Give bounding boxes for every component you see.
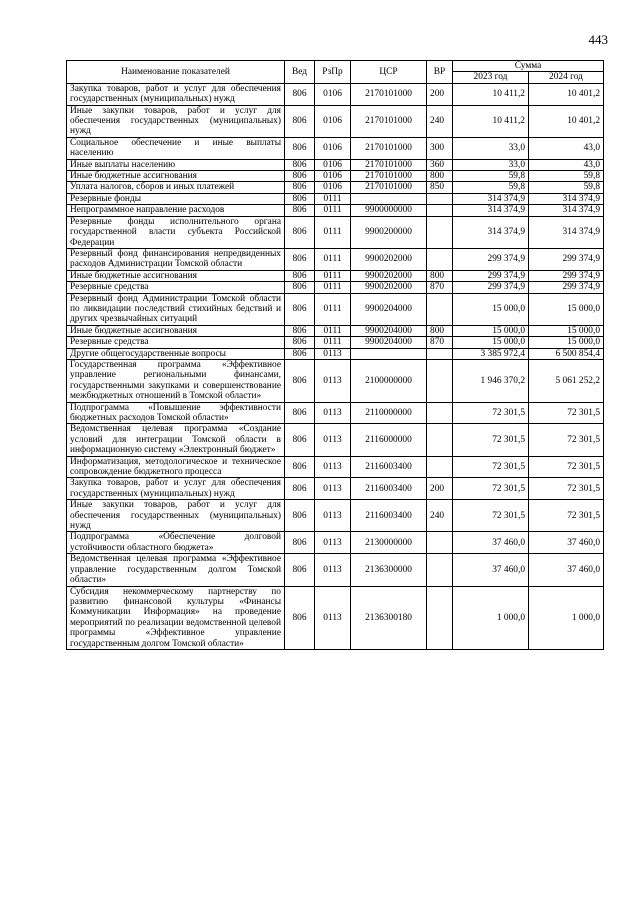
cell-vr: 300 (427, 137, 453, 159)
cell-2024: 10 401,2 (529, 83, 604, 105)
cell-csr: 2100000000 (351, 359, 427, 402)
cell-ved: 806 (285, 193, 315, 204)
cell-csr: 2110000000 (351, 402, 427, 424)
cell-2023: 299 374,9 (453, 248, 529, 270)
cell-2024: 15 000,0 (529, 337, 604, 348)
cell-name: Закупка товаров, работ и услуг для обеспечения государственных (муниципальных) нужд (67, 83, 285, 105)
cell-2023: 15 000,0 (453, 337, 529, 348)
cell-ved: 806 (285, 282, 315, 293)
cell-2023: 299 374,9 (453, 282, 529, 293)
cell-vr: 240 (427, 105, 453, 137)
cell-vr (427, 348, 453, 359)
cell-csr: 2130000000 (351, 532, 427, 554)
table-row (67, 171, 604, 182)
cell-ved: 806 (285, 424, 315, 456)
cell-csr: 9900202000 (351, 282, 427, 293)
cell-2024: 59,8 (529, 182, 604, 193)
cell-rzpr: 0113 (315, 586, 351, 649)
cell-ved: 806 (285, 171, 315, 182)
cell-2024: 299 374,9 (529, 282, 604, 293)
cell-2023: 72 301,5 (453, 456, 529, 478)
cell-2024: 37 460,0 (529, 554, 604, 586)
cell-2024: 314 374,9 (529, 216, 604, 248)
cell-csr: 9900000000 (351, 205, 427, 216)
cell-name: Резервные средства (67, 282, 285, 293)
cell-rzpr: 0113 (315, 456, 351, 478)
cell-csr (351, 193, 427, 204)
header-2024: 2024 год (529, 72, 604, 83)
cell-name: Ведомственная целевая программа «Создание условий для интеграции Томской области в информационную систему «Электронный бюджет» (67, 424, 285, 456)
table-row (67, 532, 604, 554)
cell-ved: 806 (285, 105, 315, 137)
cell-2023: 299 374,9 (453, 270, 529, 281)
cell-csr: 2170101000 (351, 137, 427, 159)
cell-name: Информатизация, методологическое и техническое сопровождение бюджетного процесса (67, 456, 285, 478)
header-ved: Вед (285, 61, 315, 84)
cell-csr: 2116003400 (351, 500, 427, 532)
table-header (67, 61, 604, 84)
cell-2024: 72 301,5 (529, 456, 604, 478)
cell-name: Социальное обеспечение и иные выплаты населению (67, 137, 285, 159)
cell-csr (351, 348, 427, 359)
table-row (67, 182, 604, 193)
cell-2023: 72 301,5 (453, 500, 529, 532)
cell-2023: 1 000,0 (453, 586, 529, 649)
cell-2023: 15 000,0 (453, 293, 529, 325)
cell-ved: 806 (285, 456, 315, 478)
table-row (67, 337, 604, 348)
cell-2024: 72 301,5 (529, 500, 604, 532)
cell-ved: 806 (285, 348, 315, 359)
cell-csr: 9900200000 (351, 216, 427, 248)
cell-csr: 9900202000 (351, 248, 427, 270)
cell-rzpr: 0111 (315, 270, 351, 281)
table-row (67, 325, 604, 336)
table-row (67, 83, 604, 105)
table-body (67, 83, 604, 649)
cell-2024: 5 061 252,2 (529, 359, 604, 402)
cell-vr (427, 402, 453, 424)
table-row (67, 293, 604, 325)
cell-name: Резервные фонды (67, 193, 285, 204)
cell-csr: 9900202000 (351, 270, 427, 281)
cell-name: Резервный фонд финансирования непредвиденных расходов Администрации Томской области (67, 248, 285, 270)
cell-vr (427, 424, 453, 456)
cell-csr: 2170101000 (351, 83, 427, 105)
cell-vr: 850 (427, 182, 453, 193)
cell-name: Подпрограмма «Повышение эффективности бюджетных расходов Томской области» (67, 402, 285, 424)
header-name: Наименование показателей (67, 61, 285, 84)
table-row (67, 586, 604, 649)
cell-name: Уплата налогов, сборов и иных платежей (67, 182, 285, 193)
cell-ved: 806 (285, 586, 315, 649)
header-sum: Сумма (453, 61, 604, 72)
table-row (67, 554, 604, 586)
cell-ved: 806 (285, 83, 315, 105)
cell-rzpr: 0111 (315, 325, 351, 336)
cell-name: Резервные фонды исполнительного органа государственной власти субъекта Российской Федерации (67, 216, 285, 248)
header-2023: 2023 год (453, 72, 529, 83)
cell-csr: 2116003400 (351, 478, 427, 500)
table-row (67, 270, 604, 281)
page-number: 443 (588, 32, 608, 47)
cell-ved: 806 (285, 216, 315, 248)
cell-2023: 314 374,9 (453, 205, 529, 216)
table-row (67, 348, 604, 359)
cell-name: Государственная программа «Эффективное управление региональными финансами, государственными закупками и совершенствование межбюджетных отношений в Томской области» (67, 359, 285, 402)
cell-2024: 299 374,9 (529, 270, 604, 281)
cell-name: Ведомственная целевая программа «Эффективное управление государственным долгом Томской области» (67, 554, 285, 586)
cell-2024: 59,8 (529, 171, 604, 182)
cell-2024: 72 301,5 (529, 402, 604, 424)
cell-2024: 314 374,9 (529, 193, 604, 204)
cell-2023: 15 000,0 (453, 325, 529, 336)
cell-2023: 314 374,9 (453, 193, 529, 204)
cell-vr (427, 205, 453, 216)
cell-ved: 806 (285, 182, 315, 193)
cell-2024: 6 500 854,4 (529, 348, 604, 359)
cell-2023: 59,8 (453, 182, 529, 193)
cell-2023: 33,0 (453, 137, 529, 159)
cell-2023: 3 385 972,4 (453, 348, 529, 359)
cell-ved: 806 (285, 402, 315, 424)
table-row (67, 359, 604, 402)
cell-2024: 15 000,0 (529, 293, 604, 325)
cell-2023: 37 460,0 (453, 532, 529, 554)
budget-table (66, 60, 604, 650)
header-rzpr: РзПр (315, 61, 351, 84)
cell-2024: 15 000,0 (529, 325, 604, 336)
cell-rzpr: 0111 (315, 282, 351, 293)
table-row (67, 205, 604, 216)
cell-rzpr: 0111 (315, 205, 351, 216)
cell-vr (427, 359, 453, 402)
cell-vr (427, 586, 453, 649)
cell-csr: 9900204000 (351, 293, 427, 325)
cell-2024: 72 301,5 (529, 478, 604, 500)
cell-vr: 870 (427, 282, 453, 293)
cell-csr: 2116003400 (351, 456, 427, 478)
cell-name: Иные бюджетные ассигнования (67, 171, 285, 182)
cell-2024: 299 374,9 (529, 248, 604, 270)
cell-rzpr: 0106 (315, 182, 351, 193)
cell-name: Подпрограмма «Обеспечение долговой устойчивости областного бюджета» (67, 532, 285, 554)
cell-2023: 314 374,9 (453, 216, 529, 248)
cell-ved: 806 (285, 248, 315, 270)
cell-csr: 2136300180 (351, 586, 427, 649)
cell-ved: 806 (285, 270, 315, 281)
cell-csr: 2170101000 (351, 171, 427, 182)
table-row (67, 193, 604, 204)
cell-rzpr: 0111 (315, 248, 351, 270)
cell-ved: 806 (285, 325, 315, 336)
cell-2023: 10 411,2 (453, 83, 529, 105)
cell-rzpr: 0106 (315, 83, 351, 105)
table-row (67, 248, 604, 270)
cell-name: Закупка товаров, работ и услуг для обеспечения государственных (муниципальных) нужд (67, 478, 285, 500)
cell-vr: 800 (427, 325, 453, 336)
cell-name: Иные закупки товаров, работ и услуг для обеспечения государственных (муниципальных) нужд (67, 500, 285, 532)
cell-2023: 10 411,2 (453, 105, 529, 137)
cell-name: Непрограммное направление расходов (67, 205, 285, 216)
cell-ved: 806 (285, 532, 315, 554)
cell-name: Резервные средства (67, 337, 285, 348)
cell-2023: 37 460,0 (453, 554, 529, 586)
cell-rzpr: 0113 (315, 478, 351, 500)
cell-csr: 2116000000 (351, 424, 427, 456)
cell-vr (427, 216, 453, 248)
cell-vr (427, 532, 453, 554)
table-row (67, 500, 604, 532)
cell-2024: 72 301,5 (529, 424, 604, 456)
cell-csr: 2136300000 (351, 554, 427, 586)
cell-ved: 806 (285, 359, 315, 402)
cell-vr (427, 456, 453, 478)
cell-ved: 806 (285, 159, 315, 170)
cell-rzpr: 0106 (315, 105, 351, 137)
cell-2023: 33,0 (453, 159, 529, 170)
cell-2023: 72 301,5 (453, 478, 529, 500)
cell-name: Другие общегосударственные вопросы (67, 348, 285, 359)
cell-rzpr: 0111 (315, 293, 351, 325)
cell-name: Иные закупки товаров, работ и услуг для обеспечения государственных (муниципальных) нужд (67, 105, 285, 137)
cell-csr: 2170101000 (351, 105, 427, 137)
cell-2023: 72 301,5 (453, 424, 529, 456)
header-csr: ЦСР (351, 61, 427, 84)
cell-vr (427, 248, 453, 270)
cell-2024: 10 401,2 (529, 105, 604, 137)
cell-rzpr: 0111 (315, 193, 351, 204)
cell-vr: 800 (427, 270, 453, 281)
cell-vr: 200 (427, 83, 453, 105)
cell-ved: 806 (285, 293, 315, 325)
table-row (67, 105, 604, 137)
table-row (67, 159, 604, 170)
cell-rzpr: 0111 (315, 337, 351, 348)
cell-rzpr: 0111 (315, 216, 351, 248)
table-row (67, 216, 604, 248)
table-row (67, 478, 604, 500)
table-row (67, 282, 604, 293)
cell-vr: 240 (427, 500, 453, 532)
cell-2023: 1 946 370,2 (453, 359, 529, 402)
table-row (67, 402, 604, 424)
cell-name: Резервный фонд Администрации Томской области по ликвидации последствий стихийных бедствий и других чрезвычайных ситуаций (67, 293, 285, 325)
cell-rzpr: 0106 (315, 171, 351, 182)
cell-rzpr: 0106 (315, 137, 351, 159)
cell-vr (427, 193, 453, 204)
cell-rzpr: 0113 (315, 348, 351, 359)
cell-2024: 43,0 (529, 159, 604, 170)
cell-2024: 1 000,0 (529, 586, 604, 649)
cell-name: Иные выплаты населению (67, 159, 285, 170)
cell-ved: 806 (285, 137, 315, 159)
cell-ved: 806 (285, 500, 315, 532)
cell-name: Субсидия некоммерческому партнерству по развитию финансовой культуры «Финансы Коммуникации Информация» на проведение мероприятий по реализации ведомственной целевой программы «Эффективное управление государственным долгом Томской области» (67, 586, 285, 649)
cell-vr: 200 (427, 478, 453, 500)
cell-2024: 43,0 (529, 137, 604, 159)
cell-csr: 2170101000 (351, 159, 427, 170)
cell-csr: 2170101000 (351, 182, 427, 193)
cell-rzpr: 0113 (315, 402, 351, 424)
cell-vr: 870 (427, 337, 453, 348)
cell-csr: 9900204000 (351, 337, 427, 348)
cell-rzpr: 0113 (315, 532, 351, 554)
cell-csr: 9900204000 (351, 325, 427, 336)
table-row (67, 137, 604, 159)
table-row (67, 424, 604, 456)
cell-rzpr: 0113 (315, 424, 351, 456)
cell-2023: 72 301,5 (453, 402, 529, 424)
cell-name: Иные бюджетные ассигнования (67, 270, 285, 281)
cell-2023: 59,8 (453, 171, 529, 182)
cell-rzpr: 0113 (315, 500, 351, 532)
cell-rzpr: 0113 (315, 359, 351, 402)
cell-ved: 806 (285, 205, 315, 216)
header-vr: ВР (427, 61, 453, 84)
cell-vr: 360 (427, 159, 453, 170)
cell-2024: 37 460,0 (529, 532, 604, 554)
cell-vr: 800 (427, 171, 453, 182)
cell-ved: 806 (285, 478, 315, 500)
cell-rzpr: 0106 (315, 159, 351, 170)
cell-2024: 314 374,9 (529, 205, 604, 216)
cell-ved: 806 (285, 554, 315, 586)
cell-rzpr: 0113 (315, 554, 351, 586)
cell-vr (427, 554, 453, 586)
cell-ved: 806 (285, 337, 315, 348)
table-row (67, 456, 604, 478)
cell-vr (427, 293, 453, 325)
cell-name: Иные бюджетные ассигнования (67, 325, 285, 336)
